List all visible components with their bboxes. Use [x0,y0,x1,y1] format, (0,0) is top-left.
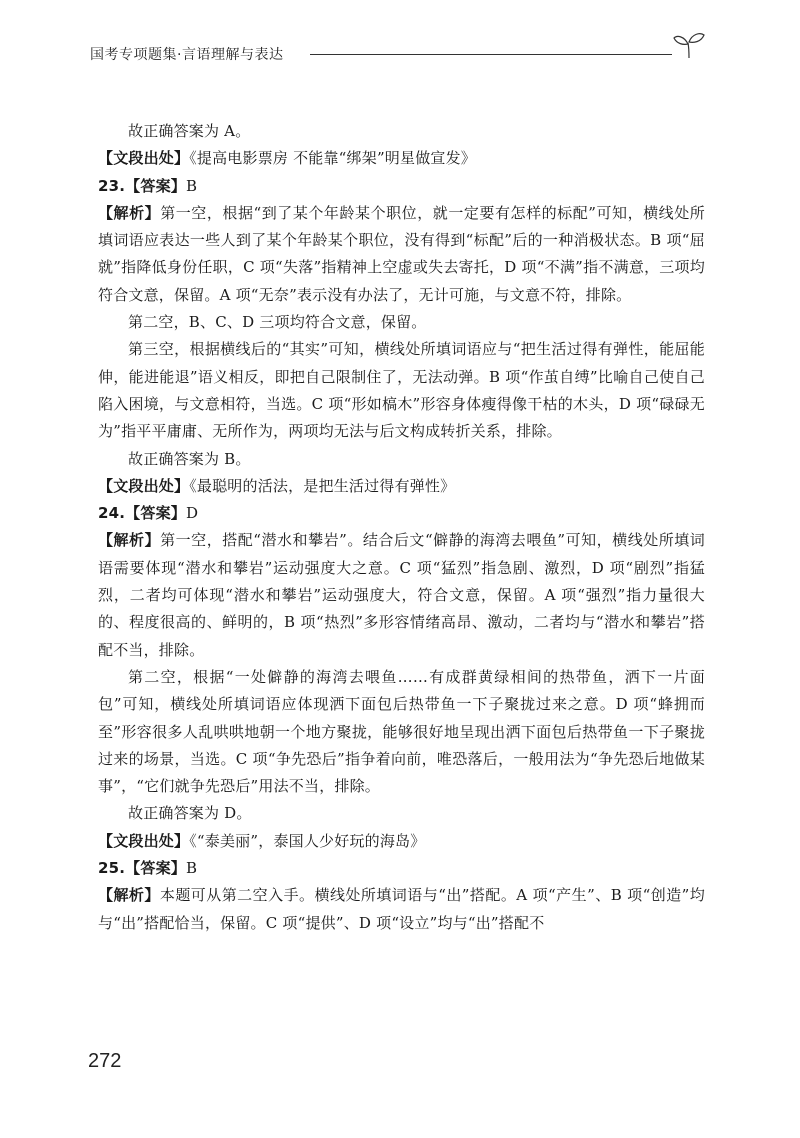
paragraph [98,800,705,827]
paragraph-text: 故正确答案为 A。 [128,122,251,140]
paragraph-tag: 【解析】 [98,886,160,905]
paragraph-tag: 【文段出处】 [98,149,190,168]
paragraph-text: B [185,176,198,195]
paragraph [98,309,705,336]
page-header [84,30,714,66]
paragraph-text: 《“泰美丽”，泰国人少好玩的海岛》 [189,831,426,850]
page-number: 272 [88,1050,122,1072]
paragraph-tag: 【文段出处】 [98,831,190,850]
paragraph [98,855,705,882]
paragraph [98,882,705,937]
paragraph-text: B [185,859,198,878]
paragraph-text: 第一空，根据“到了某个年龄某个职位，就一定要有怎样的标配”可知，横线处所填词语应表达一些人到了某个年龄某个职位，没有得到“标配”后的一种消极状态。B 项“屈就”指降低身份任职，C 项“失落”指精神上空虚或失去寄托，D 项“不满”指不满意，三项均符合文意，保留。A 项“无奈”表示没有办法了，无计可施，与文意不符，排除。 [98,203,705,304]
paragraph-text: 本题可从第二空入手。横线处所填词语与“出”搭配。A 项“产生”、B 项“创造”均与“出”搭配恰当，保留。C 项“提供”、D 项“设立”均与“出”搭配不 [98,886,705,932]
paragraph-tag: 【文段出处】 [98,476,190,495]
paragraph-text: D [185,504,199,523]
paragraph [98,473,705,500]
paragraph-tag: 【解析】 [98,531,161,550]
paragraph-text: 第二空，根据“一处僻静的海湾去喂鱼……有成群黄绿相间的热带鱼，洒下一片面包”可知，横线处所填词语应体现洒下面包后热带鱼一下子聚拢过来之意。D 项“蜂拥而至”形容很多人乱哄哄地朝一个地方聚拢，能够很好地呈现出洒下面包后热带鱼一下子聚拢过来的场景，当选。C 项“争先恐后”指争着向前，唯恐落后，一般用法为“争先恐后地做某事”，“它们就争先恐后”用法不当，排除。 [98,667,705,796]
answer-explanations [98,118,705,937]
paragraph [98,118,705,145]
paragraph-text: 《最聪明的活法，是把生活过得有弹性》 [189,476,456,495]
paragraph-tag: 24.【答案】 [98,504,186,523]
paragraph-tag: 23.【答案】 [98,176,186,195]
paragraph [98,500,705,527]
paragraph [98,145,705,172]
paragraph [98,200,705,309]
header-rule [310,54,672,55]
paragraph [98,527,705,663]
header-title: 国考专项题集·言语理解与表达 [90,47,284,63]
paragraph-text: 故正确答案为 D。 [128,804,252,823]
paragraph [98,446,705,473]
paragraph [98,336,705,445]
paragraph-text: 《提高电影票房 不能靠“绑架”明星做宣发》 [189,149,477,168]
paragraph-tag: 25.【答案】 [98,859,186,878]
paragraph [98,664,705,800]
paragraph-text: 第一空，搭配“潜水和攀岩”。结合后文“僻静的海湾去喂鱼”可知，横线处所填词语需要体现“潜水和攀岩”运动强度大之意。C 项“猛烈”指急剧、激烈，D 项“剧烈”指猛烈，二者均可体现“潜水和攀岩”运动强度大，符合文意，保留。A 项“强烈”指力量很大的、程度很高的、鲜明的，B 项“热烈”多形容情绪高昂、激动，二者均与“潜水和攀岩”搭配不当，排除。 [98,531,706,659]
paragraph-tag: 【解析】 [98,203,161,222]
paragraph-text: 故正确答案为 B。 [128,449,251,468]
paragraph-text: 第三空，根据横线后的“其实”可知，横线处所填词语应与“把生活过得有弹性，能屈能伸，能进能退”语义相反，即把自己限制住了，无法动弹。B 项“作茧自缚”比喻自己使自己陷入困境，与文意相符，当选。C 项“形如槁木”形容身体瘦得像干枯的木头，D 项“碌碌无为”指平平庸庸、无所作为，两项均无法与后文构成转折关系，排除。 [98,340,705,441]
sprout-icon [672,30,706,60]
paragraph-text: 第二空，B、C、D 三项均符合文意，保留。 [128,313,427,332]
paragraph [98,828,705,855]
paragraph [98,173,705,200]
